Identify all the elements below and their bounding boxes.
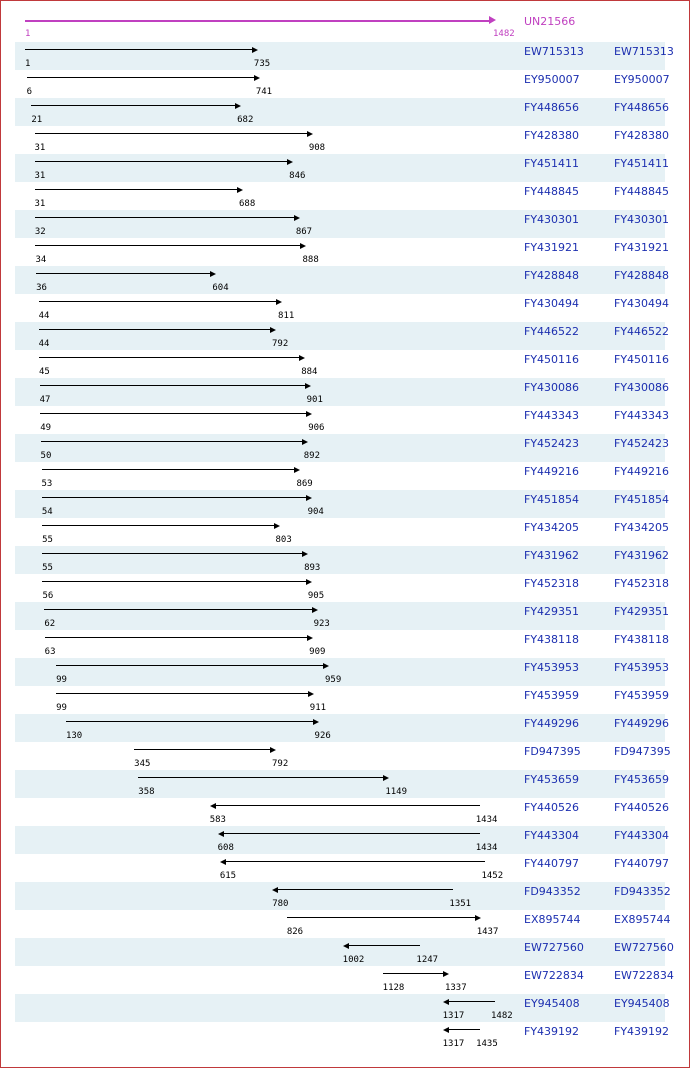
accession-link[interactable]: EX895744 (524, 913, 581, 926)
arrow-left-icon (210, 803, 216, 809)
arrow-right-icon (270, 747, 276, 753)
alignment-end-label: 604 (212, 283, 229, 293)
alignment-bar (39, 301, 277, 302)
alignment-row (15, 602, 670, 630)
alignment-bar (31, 105, 236, 106)
alignment-bar (39, 357, 300, 358)
arrow-left-icon (443, 999, 449, 1005)
accession-link-secondary[interactable]: FY449216 (614, 465, 670, 478)
accession-link[interactable]: FY430086 (524, 381, 580, 394)
alignment-start-label: 55 (42, 563, 53, 573)
arrow-right-icon (299, 355, 305, 361)
accession-link-secondary[interactable]: EY950007 (614, 73, 670, 86)
accession-link-secondary[interactable]: EW715313 (614, 45, 674, 58)
alignment-start-label: 31 (34, 171, 46, 181)
alignment-end-label: 846 (289, 171, 306, 181)
alignment-row (15, 378, 670, 406)
alignment-end-label: 792 (272, 339, 289, 349)
accession-link[interactable]: FY450116 (524, 353, 580, 366)
alignment-start-label: 583 (209, 815, 226, 825)
alignment-end-label: 926 (314, 731, 331, 741)
alignment-start-label: 54 (41, 507, 53, 517)
alignment-row (15, 238, 670, 266)
alignment-end-label: 869 (296, 479, 313, 489)
accession-link[interactable]: EW727560 (524, 941, 584, 954)
alignment-end-label: 908 (308, 143, 326, 153)
alignment-end-label: 1337 (444, 983, 467, 993)
alignment-start-label: 1317 (442, 1011, 465, 1021)
arrow-right-icon (270, 327, 276, 333)
arrow-right-icon (313, 719, 319, 725)
alignment-bar (35, 245, 301, 246)
accession-link-secondary[interactable]: FY452423 (614, 437, 670, 450)
alignment-bar (35, 217, 295, 218)
arrow-right-icon (210, 271, 216, 277)
accession-link[interactable]: FY453959 (524, 689, 580, 702)
arrow-right-icon (306, 579, 312, 585)
alignment-bar (66, 721, 314, 722)
arrow-right-icon (294, 215, 300, 221)
accession-link-secondary[interactable]: FD947395 (614, 745, 671, 758)
alignment-bar (225, 861, 486, 862)
alignment-start-label: 45 (38, 367, 50, 377)
alignment-end-label: 735 (253, 59, 271, 69)
alignment-end-label: 1434 (475, 843, 498, 853)
alignment-start-label: 608 (217, 843, 234, 853)
accession-link[interactable]: FD947395 (524, 745, 581, 758)
alignment-end-label: 688 (239, 199, 256, 209)
alignment-bar (42, 469, 296, 470)
alignment-row (15, 490, 670, 518)
accession-link-secondary[interactable]: FY440526 (614, 801, 670, 814)
arrow-right-icon (312, 607, 318, 613)
accession-link[interactable]: FY430494 (524, 297, 580, 310)
alignment-end-label: 911 (309, 703, 327, 713)
arrow-right-icon (302, 551, 308, 557)
alignment-start-label: 358 (138, 787, 155, 797)
alignment-start-label: 36 (36, 283, 47, 293)
accession-link[interactable]: FY452318 (524, 577, 580, 590)
alignment-end-label: 909 (309, 647, 326, 657)
accession-link[interactable]: FY429351 (524, 605, 580, 618)
arrow-right-icon (235, 103, 241, 109)
alignment-start-label: 615 (219, 871, 237, 881)
alignment-start-label: 32 (34, 227, 46, 237)
arrow-right-icon (274, 523, 280, 529)
alignment-bar (56, 665, 324, 666)
alignment-bar (41, 441, 303, 442)
alignment-row (15, 98, 670, 126)
accession-link[interactable]: FY451854 (524, 493, 580, 506)
alignment-start-label: 6 (26, 87, 32, 97)
accession-link-secondary[interactable]: FY448656 (614, 101, 670, 114)
alignment-end-label: 741 (255, 87, 273, 97)
accession-link[interactable]: FY440797 (524, 857, 580, 870)
alignment-bar (39, 329, 271, 330)
arrow-right-icon (252, 47, 258, 53)
alignment-bar (35, 161, 289, 162)
reference-start-label: 1 (25, 29, 31, 39)
alignment-end-label: 904 (307, 507, 324, 517)
alignment-row (15, 434, 670, 462)
alignment-start-label: 63 (44, 647, 56, 657)
alignment-row (15, 658, 670, 686)
arrow-right-icon (475, 915, 481, 921)
accession-link-secondary[interactable]: FY434205 (614, 521, 670, 534)
alignment-row (15, 322, 670, 350)
arrow-left-icon (272, 887, 278, 893)
accession-link-secondary[interactable]: FY443343 (614, 409, 670, 422)
accession-link-secondary[interactable]: FY453959 (614, 689, 670, 702)
arrow-left-icon (218, 831, 224, 837)
accession-link[interactable]: FY449296 (524, 717, 580, 730)
alignment-row (15, 630, 670, 658)
alignment-start-label: 345 (134, 759, 151, 769)
alignment-end-label: 1434 (475, 815, 498, 825)
accession-link[interactable]: EY945408 (524, 997, 580, 1010)
accession-link[interactable]: FY438118 (524, 633, 580, 646)
alignment-start-label: 21 (31, 115, 43, 125)
alignment-bar (138, 777, 384, 778)
accession-link[interactable]: FY451411 (524, 157, 580, 170)
alignment-start-label: 1002 (342, 955, 365, 965)
accession-link-secondary[interactable]: FY446522 (614, 325, 670, 338)
accession-link-secondary[interactable]: FY448845 (614, 185, 670, 198)
alignment-end-label: 867 (295, 227, 313, 237)
alignment-row (15, 462, 670, 490)
alignment-bar (35, 133, 308, 134)
alignment-start-label: 1317 (442, 1039, 465, 1049)
alignment-row (15, 574, 670, 602)
arrow-right-icon (307, 635, 313, 641)
accession-link-secondary[interactable]: FY453953 (614, 661, 670, 674)
alignment-row (15, 994, 670, 1022)
alignment-start-label: 49 (40, 423, 52, 433)
alignment-start-label: 31 (34, 143, 46, 153)
arrow-left-icon (443, 1027, 449, 1033)
alignment-end-label: 1452 (481, 871, 504, 881)
alignment-start-label: 31 (34, 199, 46, 209)
accession-link[interactable]: EY950007 (524, 73, 580, 86)
alignment-bar (448, 1029, 480, 1030)
accession-link-secondary[interactable]: FY428848 (614, 269, 670, 282)
alignment-end-label: 1482 (491, 1011, 513, 1021)
alignment-bar (134, 749, 271, 750)
arrow-right-icon (294, 467, 300, 473)
accession-link-secondary[interactable]: FY439192 (614, 1025, 670, 1038)
alignment-row (15, 770, 670, 798)
alignment-bar (223, 833, 480, 834)
alignment-start-label: 53 (41, 479, 53, 489)
alignment-row (15, 546, 670, 574)
alignment-end-label: 884 (301, 367, 318, 377)
accession-link-secondary[interactable]: FY430301 (614, 213, 670, 226)
accession-link-secondary[interactable]: FY443304 (614, 829, 670, 842)
alignment-row (15, 518, 670, 546)
arrow-left-icon (220, 859, 226, 865)
accession-link[interactable]: FY428380 (524, 129, 580, 142)
alignment-start-label: 56 (42, 591, 54, 601)
arrow-right-icon (307, 131, 313, 137)
accession-link-secondary[interactable]: FY451411 (614, 157, 670, 170)
accession-link[interactable]: FY434205 (524, 521, 580, 534)
alignment-row (15, 406, 670, 434)
accession-link[interactable]: FY430301 (524, 213, 580, 226)
reference-bar (25, 20, 490, 22)
alignment-end-label: 1351 (449, 899, 472, 909)
accession-link-secondary[interactable]: FY450116 (614, 353, 670, 366)
accession-link-secondary[interactable]: FY430494 (614, 297, 670, 310)
alignment-bar (27, 77, 255, 78)
accession-link-secondary[interactable]: FY452318 (614, 577, 670, 590)
alignment-start-label: 47 (39, 395, 51, 405)
accession-link[interactable]: FY428848 (524, 269, 580, 282)
alignment-end-label: 959 (325, 675, 342, 685)
accession-link-secondary[interactable]: FY451854 (614, 493, 670, 506)
alignment-row (15, 350, 670, 378)
arrow-right-icon (237, 187, 243, 193)
alignment-start-label: 1 (25, 59, 31, 69)
accession-link-secondary[interactable]: EW727560 (614, 941, 674, 954)
alignment-row (15, 798, 670, 826)
accession-link[interactable]: FY440526 (524, 801, 580, 814)
accession-link-secondary[interactable]: FY453659 (614, 773, 670, 786)
alignment-row (15, 154, 670, 182)
alignment-end-label: 888 (302, 255, 319, 265)
alignment-start-label: 44 (38, 339, 50, 349)
arrow-right-icon (383, 775, 389, 781)
accession-link-secondary[interactable]: EY945408 (614, 997, 670, 1010)
arrow-right-icon (308, 691, 314, 697)
alignment-row (15, 210, 670, 238)
accession-link-secondary[interactable]: FY438118 (614, 633, 670, 646)
alignment-row (15, 42, 674, 70)
alignment-start-label: 99 (56, 703, 67, 713)
accession-link-secondary[interactable]: FY440797 (614, 857, 670, 870)
alignment-end-label: 1247 (416, 955, 439, 965)
alignment-bar (40, 413, 307, 414)
alignment-row (15, 938, 674, 966)
accession-link[interactable]: FY446522 (524, 325, 580, 338)
alignment-bar (42, 581, 306, 582)
accession-link[interactable]: FY443343 (524, 409, 580, 422)
accession-link-secondary[interactable]: FD943352 (614, 885, 671, 898)
accession-link[interactable]: FY449216 (524, 465, 580, 478)
alignment-bar (25, 49, 253, 50)
reference-id: UN21566 (524, 15, 576, 28)
alignment-end-label: 893 (304, 563, 321, 573)
alignment-row (15, 294, 670, 322)
accession-link[interactable]: FY439192 (524, 1025, 580, 1038)
alignment-bar (56, 693, 309, 694)
alignment-start-label: 826 (286, 927, 304, 937)
arrow-right-icon (276, 299, 282, 305)
accession-link[interactable]: FY443304 (524, 829, 580, 842)
accession-link-secondary[interactable]: FY430086 (614, 381, 670, 394)
alignment-bar (42, 525, 274, 526)
alignment-start-label: 55 (42, 535, 53, 545)
alignment-start-label: 130 (65, 731, 83, 741)
accession-link[interactable]: FY452423 (524, 437, 580, 450)
alignment-row (15, 686, 670, 714)
alignment-start-label: 1128 (382, 983, 405, 993)
alignment-bar (383, 973, 444, 974)
alignment-start-label: 44 (38, 311, 50, 321)
reference-row (15, 12, 665, 40)
alignment-end-label: 905 (307, 591, 325, 601)
alignment-bar (448, 1001, 495, 1002)
arrow-right-icon (323, 663, 329, 669)
accession-link[interactable]: EW715313 (524, 45, 584, 58)
alignment-end-label: 811 (278, 311, 295, 321)
accession-link-secondary[interactable]: FY429351 (614, 605, 670, 618)
arrow-right-icon (300, 243, 306, 249)
alignment-row (15, 1022, 670, 1050)
reference-arrow-icon (489, 16, 496, 24)
accession-link-secondary[interactable]: FY431962 (614, 549, 670, 562)
alignment-row (15, 742, 671, 770)
accession-link-secondary[interactable]: FY431921 (614, 241, 670, 254)
alignment-start-label: 50 (40, 451, 52, 461)
alignment-bar (44, 609, 312, 610)
alignment-row (15, 266, 670, 294)
arrow-right-icon (306, 495, 312, 501)
alignment-bar (287, 917, 476, 918)
alignment-bar (45, 637, 308, 638)
alignment-bar (42, 553, 303, 554)
arrow-left-icon (343, 943, 349, 949)
alignment-bar (277, 889, 453, 890)
arrow-right-icon (302, 439, 308, 445)
arrow-right-icon (305, 383, 311, 389)
accession-link-secondary[interactable]: EW722834 (614, 969, 674, 982)
accession-link[interactable]: FY453659 (524, 773, 580, 786)
alignment-end-label: 892 (303, 451, 321, 461)
accession-link[interactable]: FY453953 (524, 661, 580, 674)
alignment-row (15, 826, 670, 854)
alignment-end-label: 1437 (476, 927, 499, 937)
alignment-row (15, 854, 670, 882)
alignment-row (15, 910, 671, 938)
alignment-end-label: 792 (272, 759, 289, 769)
alignment-row (15, 714, 670, 742)
accession-link[interactable]: FY431921 (524, 241, 580, 254)
alignment-start-label: 34 (35, 255, 47, 265)
alignment-start-label: 99 (56, 675, 67, 685)
accession-link-secondary[interactable]: EX895744 (614, 913, 671, 926)
alignment-bar (348, 945, 421, 946)
alignment-row (15, 966, 674, 994)
accession-link[interactable]: FY431962 (524, 549, 580, 562)
alignment-row (15, 882, 671, 910)
accession-link-secondary[interactable]: FY428380 (614, 129, 670, 142)
arrow-right-icon (254, 75, 260, 81)
alignment-start-label: 780 (272, 899, 289, 909)
accession-link-secondary[interactable]: FY449296 (614, 717, 670, 730)
accession-link[interactable]: FY448656 (524, 101, 580, 114)
alignment-row (15, 182, 670, 210)
alignment-end-label: 1149 (385, 787, 407, 797)
alignment-end-label: 682 (237, 115, 254, 125)
alignment-bar (36, 273, 211, 274)
alignment-end-label: 901 (306, 395, 323, 405)
alignment-end-label: 1435 (476, 1039, 498, 1049)
accession-link[interactable]: FY448845 (524, 185, 580, 198)
alignment-bar (215, 805, 480, 806)
reference-end-label: 1482 (493, 29, 515, 39)
arrow-right-icon (306, 411, 312, 417)
arrow-right-icon (443, 971, 449, 977)
alignment-end-label: 906 (308, 423, 325, 433)
alignment-bar (35, 189, 239, 190)
alignment-bar (42, 497, 307, 498)
alignment-end-label: 803 (275, 535, 292, 545)
alignment-row (15, 70, 670, 98)
alignment-row (15, 126, 670, 154)
alignment-end-label: 923 (313, 619, 330, 629)
alignment-bar (40, 385, 306, 386)
accession-link[interactable]: EW722834 (524, 969, 584, 982)
arrow-right-icon (287, 159, 293, 165)
accession-link[interactable]: FD943352 (524, 885, 581, 898)
alignment-start-label: 62 (44, 619, 56, 629)
